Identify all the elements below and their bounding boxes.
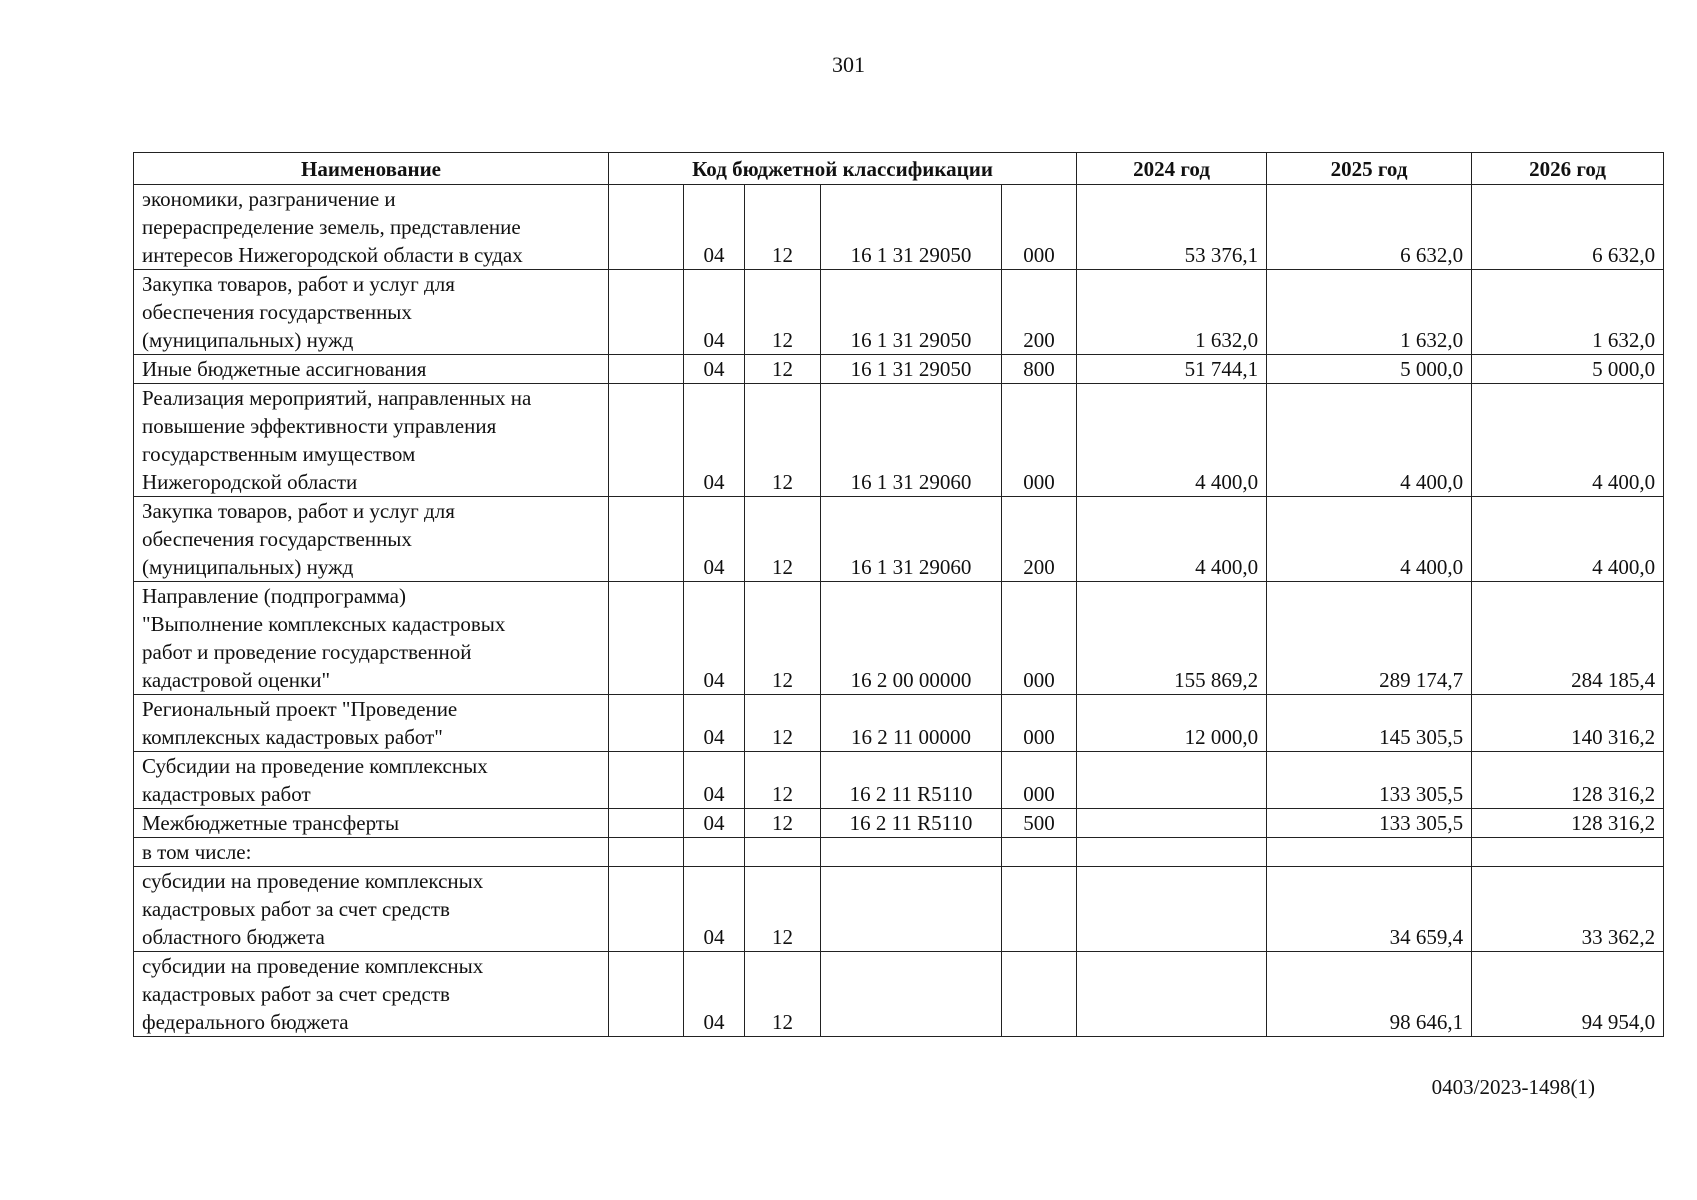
code-expense-type (1002, 838, 1077, 867)
row-name: Направление (подпрограмма) "Выполнение комплексных кадастровых работ и проведение государственной кадастровой оценки" (134, 582, 609, 695)
amount-2024 (1077, 952, 1267, 1037)
amount-2026: 5 000,0 (1472, 355, 1664, 384)
amount-2026: 6 632,0 (1472, 185, 1664, 270)
code-section: 04 (684, 867, 745, 952)
code-subsection: 12 (745, 582, 821, 695)
code-section: 04 (684, 809, 745, 838)
amount-2025: 133 305,5 (1267, 752, 1472, 809)
code-expense-type: 000 (1002, 384, 1077, 497)
code-expense-type: 800 (1002, 355, 1077, 384)
table-row (134, 752, 1664, 809)
amount-2024 (1077, 752, 1267, 809)
amount-2024 (1077, 867, 1267, 952)
code-subsection: 12 (745, 355, 821, 384)
code-blank (609, 582, 684, 695)
code-section: 04 (684, 270, 745, 355)
code-target-article: 16 1 31 29050 (821, 185, 1002, 270)
code-expense-type (1002, 867, 1077, 952)
amount-2024: 12 000,0 (1077, 695, 1267, 752)
amount-2025: 34 659,4 (1267, 867, 1472, 952)
code-subsection: 12 (745, 752, 821, 809)
code-section: 04 (684, 582, 745, 695)
code-blank (609, 185, 684, 270)
code-subsection: 12 (745, 809, 821, 838)
row-name: Реализация мероприятий, направленных на повышение эффективности управления государственным имуществом Нижегородской области (134, 384, 609, 497)
row-name: субсидии на проведение комплексных кадастровых работ за счет средств федерального бюджета (134, 952, 609, 1037)
code-target-article: 16 2 00 00000 (821, 582, 1002, 695)
code-blank (609, 952, 684, 1037)
amount-2024 (1077, 809, 1267, 838)
table-header-row (134, 153, 1664, 185)
table-row (134, 497, 1664, 582)
amount-2026: 128 316,2 (1472, 752, 1664, 809)
amount-2026: 140 316,2 (1472, 695, 1664, 752)
table-row (134, 838, 1664, 867)
document-id: 0403/2023-1498(1) (1431, 1075, 1595, 1099)
amount-2025: 4 400,0 (1267, 497, 1472, 582)
row-name: Межбюджетные трансферты (134, 809, 609, 838)
code-expense-type: 200 (1002, 270, 1077, 355)
code-section: 04 (684, 355, 745, 384)
code-section: 04 (684, 185, 745, 270)
amount-2026: 33 362,2 (1472, 867, 1664, 952)
header-2025: 2025 год (1267, 153, 1472, 185)
amount-2024: 51 744,1 (1077, 355, 1267, 384)
amount-2025: 5 000,0 (1267, 355, 1472, 384)
table-row (134, 809, 1664, 838)
code-expense-type: 000 (1002, 752, 1077, 809)
amount-2025: 1 632,0 (1267, 270, 1472, 355)
amount-2025: 145 305,5 (1267, 695, 1472, 752)
code-target-article (821, 838, 1002, 867)
amount-2026: 1 632,0 (1472, 270, 1664, 355)
row-name: субсидии на проведение комплексных кадастровых работ за счет средств областного бюджета (134, 867, 609, 952)
table-row (134, 952, 1664, 1037)
code-target-article: 16 1 31 29050 (821, 270, 1002, 355)
amount-2025: 289 174,7 (1267, 582, 1472, 695)
amount-2026: 284 185,4 (1472, 582, 1664, 695)
amount-2026: 94 954,0 (1472, 952, 1664, 1037)
header-2024: 2024 год (1077, 153, 1267, 185)
amount-2025: 6 632,0 (1267, 185, 1472, 270)
code-expense-type: 000 (1002, 185, 1077, 270)
code-subsection: 12 (745, 185, 821, 270)
code-subsection: 12 (745, 270, 821, 355)
header-2026: 2026 год (1472, 153, 1664, 185)
code-section: 04 (684, 752, 745, 809)
code-expense-type: 000 (1002, 695, 1077, 752)
code-target-article: 16 2 11 00000 (821, 695, 1002, 752)
amount-2026: 128 316,2 (1472, 809, 1664, 838)
code-target-article: 16 2 11 R5110 (821, 809, 1002, 838)
code-subsection: 12 (745, 867, 821, 952)
amount-2025: 4 400,0 (1267, 384, 1472, 497)
amount-2024: 4 400,0 (1077, 497, 1267, 582)
code-expense-type (1002, 952, 1077, 1037)
page-number: 301 (832, 52, 865, 77)
code-target-article (821, 952, 1002, 1037)
amount-2024 (1077, 838, 1267, 867)
table-row (134, 867, 1664, 952)
row-name: Иные бюджетные ассигнования (134, 355, 609, 384)
table-row (134, 270, 1664, 355)
table-row (134, 185, 1664, 270)
code-target-article: 16 1 31 29060 (821, 497, 1002, 582)
code-target-article (821, 867, 1002, 952)
amount-2025: 98 646,1 (1267, 952, 1472, 1037)
code-subsection: 12 (745, 497, 821, 582)
code-expense-type: 200 (1002, 497, 1077, 582)
amount-2024: 4 400,0 (1077, 384, 1267, 497)
code-subsection: 12 (745, 384, 821, 497)
code-section: 04 (684, 952, 745, 1037)
row-name: Закупка товаров, работ и услуг для обеспечения государственных (муниципальных) нужд (134, 497, 609, 582)
table-row (134, 695, 1664, 752)
code-blank (609, 497, 684, 582)
code-blank (609, 809, 684, 838)
code-blank (609, 355, 684, 384)
header-code: Код бюджетной классификации (609, 153, 1077, 185)
code-target-article: 16 1 31 29050 (821, 355, 1002, 384)
code-expense-type: 000 (1002, 582, 1077, 695)
code-blank (609, 867, 684, 952)
code-subsection: 12 (745, 695, 821, 752)
code-section: 04 (684, 497, 745, 582)
amount-2026: 4 400,0 (1472, 384, 1664, 497)
code-section: 04 (684, 384, 745, 497)
header-name: Наименование (134, 153, 609, 185)
code-subsection (745, 838, 821, 867)
code-target-article: 16 1 31 29060 (821, 384, 1002, 497)
table-row (134, 384, 1664, 497)
row-name: экономики, разграничение и перераспределение земель, представление интересов Нижегородской области в судах (134, 185, 609, 270)
row-name: Закупка товаров, работ и услуг для обеспечения государственных (муниципальных) нужд (134, 270, 609, 355)
amount-2024: 155 869,2 (1077, 582, 1267, 695)
code-blank (609, 752, 684, 809)
amount-2024: 1 632,0 (1077, 270, 1267, 355)
row-name: Субсидии на проведение комплексных кадастровых работ (134, 752, 609, 809)
code-section (684, 838, 745, 867)
budget-table (133, 152, 1664, 1037)
code-blank (609, 270, 684, 355)
code-subsection: 12 (745, 952, 821, 1037)
code-section: 04 (684, 695, 745, 752)
amount-2026: 4 400,0 (1472, 497, 1664, 582)
table-row (134, 582, 1664, 695)
code-blank (609, 695, 684, 752)
code-expense-type: 500 (1002, 809, 1077, 838)
code-blank (609, 384, 684, 497)
amount-2026 (1472, 838, 1664, 867)
code-target-article: 16 2 11 R5110 (821, 752, 1002, 809)
amount-2025 (1267, 838, 1472, 867)
amount-2024: 53 376,1 (1077, 185, 1267, 270)
row-name: Региональный проект "Проведение комплексных кадастровых работ" (134, 695, 609, 752)
row-name: в том числе: (134, 838, 609, 867)
table-row (134, 355, 1664, 384)
code-blank (609, 838, 684, 867)
amount-2025: 133 305,5 (1267, 809, 1472, 838)
